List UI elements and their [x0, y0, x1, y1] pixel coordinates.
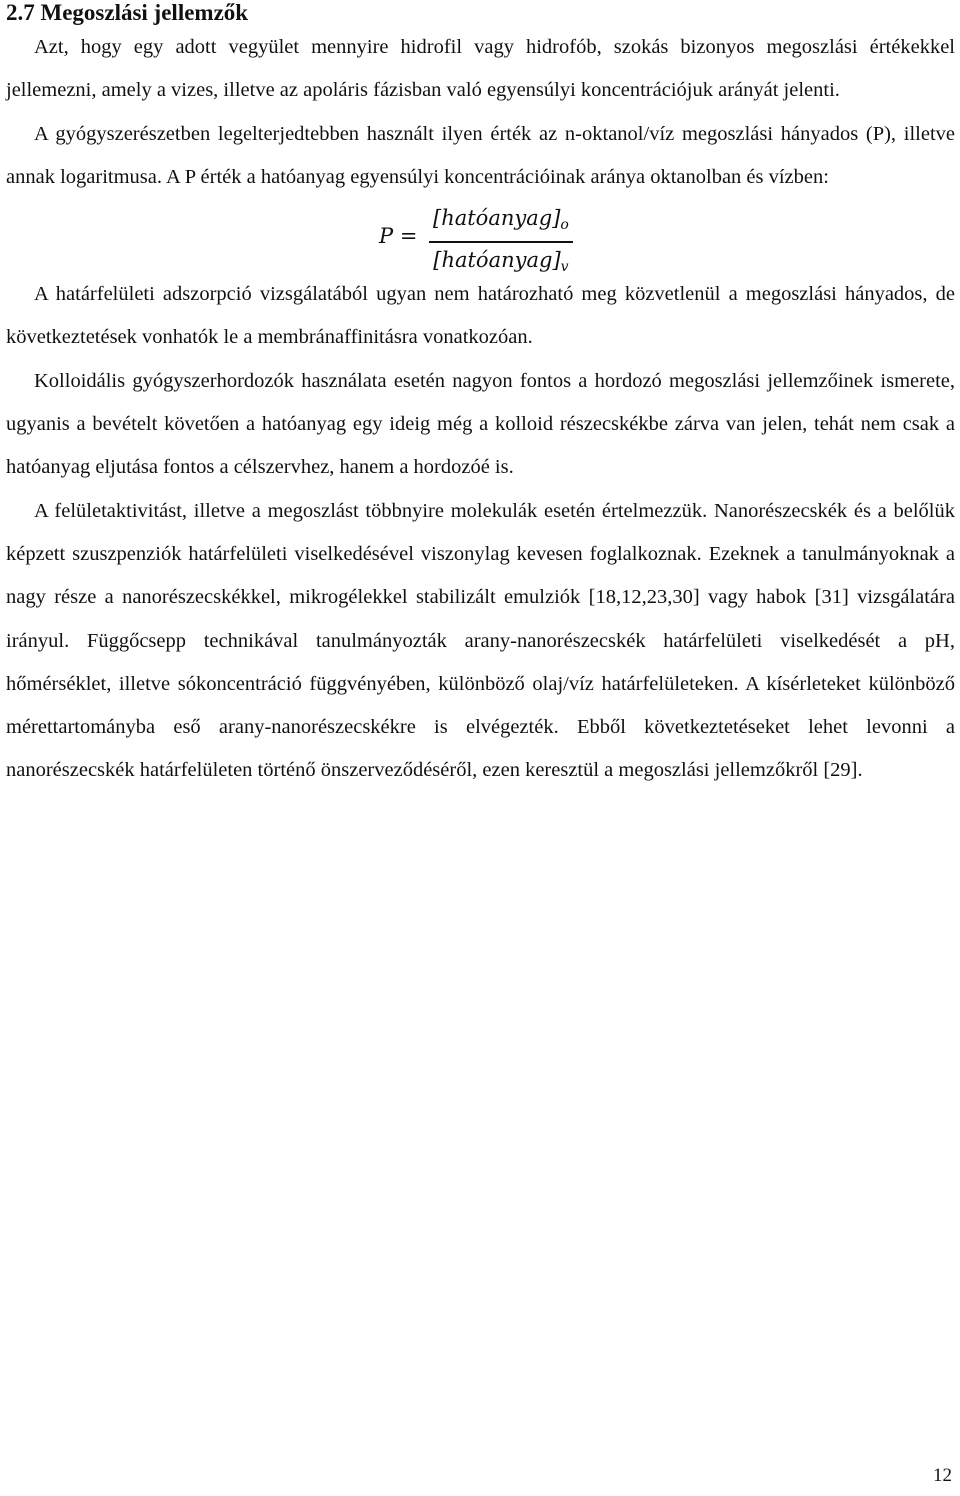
paragraph-intro: Azt, hogy egy adott vegyület mennyire hidrofil vagy hidrofób, szokás bizonyos megoszlási értékekkel jellemezni, amely a vizes, illetve az apoláris fázisban való egyensúlyi koncentrációjuk arányát jelenti. [6, 36, 955, 102]
paragraph-partition-coefficient: A gyógyszerészetben legelterjedtebben használt ilyen érték az n-oktanol/víz megoszlási hányados (P), illetve annak logaritmusa. A P érték a hatóanyag egyensúlyi koncentrációinak aránya oktanolban és vízben: [6, 122, 955, 188]
document-page [6, 0, 955, 793]
formula-numerator-subscript: o [560, 217, 569, 234]
formula-variable-p: P [379, 224, 394, 249]
formula-denominator [429, 245, 573, 282]
formula-numerator [429, 203, 573, 240]
formula-denominator-text: [hatóanyag] [433, 247, 561, 272]
section-heading: 2.7 Megoszlási jellemzők [6, 0, 249, 25]
paragraph-adsorption: A határfelületi adszorpció vizsgálatából ugyan nem határozható meg közvetlenül a megoszlási hányados, de következtetések vonhatók le a membránaffinitásra vonatkozóan. [6, 283, 955, 349]
formula-lhs [379, 224, 417, 248]
formula-equals-sign: = [399, 224, 418, 249]
paragraph-nanoparticles: A felületaktivitást, illetve a megoszlást többnyire molekulák esetén értelmezzük. Nanorészecskék és a belőlük képzett szuszpenziók határfelületi viselkedésével viszonylag kevesen foglalkoznak. Ezeknek a tanulmányoknak a nagy része a nanorészecskékkel, mikrogélekkel stabilizált emulziók [18,12,23,30] vagy habok [31] vizsgálatára irányul. Függőcsepp technikával tanulmányozták arany-nanorészecskék határfelületi viselkedését a pH, hőmérséklet, illetve sókoncentráció függvényében, különböző olaj/víz határfelületeken. A kísérleteket különböző mérettartományba eső arany-nanorészecskékre is elvégezték. Ebből következtetéseket lehet levonni a nanorészecskék határfelületen történő önszerveződéséről, ezen keresztül a megoszlási jellemzőkről [29]. [6, 499, 955, 782]
formula-denominator-subscript: v [560, 258, 569, 275]
fraction-bar [429, 241, 573, 243]
partition-formula [6, 203, 955, 273]
paragraph-colloidal-carriers: Kolloidális gyógyszerhordozók használata esetén nagyon fontos a hordozó megoszlási jellemzőinek ismerete, ugyanis a bevételt követően a hatóanyag egy ideig még a kolloid részecskékbe zárva van jelen, tehát nem csak a hatóanyag eljutása fontos a célszervhez, hanem a hordozóé is. [6, 369, 955, 479]
formula-numerator-text: [hatóanyag] [433, 206, 561, 231]
page-number: 12 [933, 1465, 952, 1486]
formula-fraction [429, 203, 573, 282]
